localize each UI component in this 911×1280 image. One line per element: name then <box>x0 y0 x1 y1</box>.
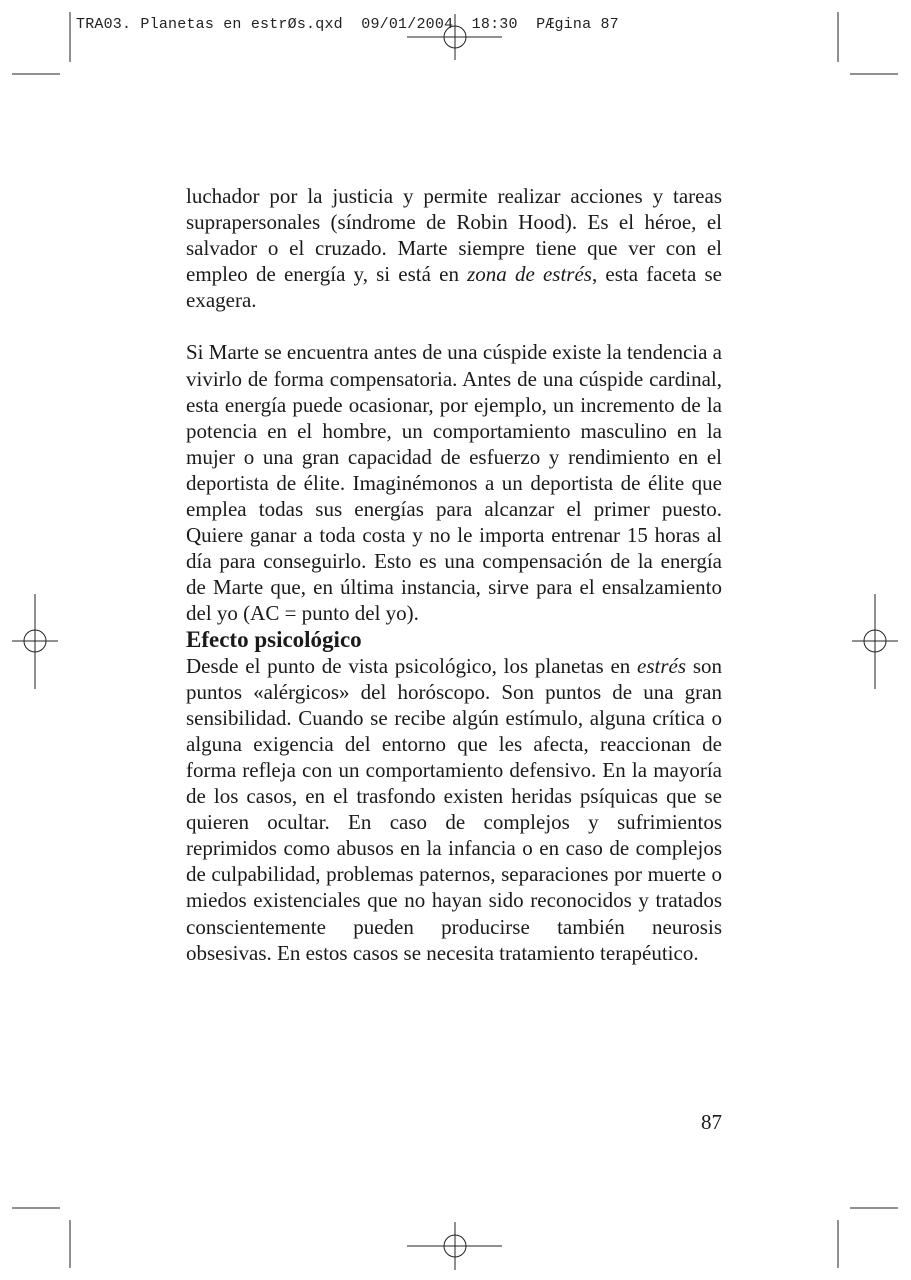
registration-mark-top <box>407 14 502 60</box>
registration-mark-right <box>852 594 898 689</box>
paragraph-1: luchador por la justicia y permite realizar acciones y tareas suprapersonales (síndrome de Robin Hood). Es el héroe, el salvador o el cruzado. Marte siempre tiene que ver con el empleo de energía y, si está en zona de estrés, esta faceta se exagera. <box>186 184 722 313</box>
emphasis-estres: estrés <box>637 653 687 678</box>
print-slug: TRA03. Planetas en estrØs.qxd 09/01/2004 18:30 PÆgina 87 <box>76 16 619 33</box>
registration-mark-left <box>12 594 58 689</box>
emphasis-zona-de-estres: zona de estrés <box>467 262 592 287</box>
body-text <box>186 183 722 966</box>
section-heading: Efecto psicológico <box>186 626 362 652</box>
registration-mark-bottom <box>407 1222 502 1270</box>
paragraph-2: Si Marte se encuentra antes de una cúspide existe la tendencia a vivirlo de forma compensatoria. Antes de una cúspide cardinal, esta energía puede ocasionar, por ejemplo, un incremento de la potencia en el hombre, un comportamiento masculino en la mujer o una gran capacidad de esfuerzo y rendimiento en el deportista de élite. Imaginémonos a un deportista de élite que emplea todas sus energías para alcanzar el primer puesto. Quiere ganar a toda costa y no le importa entrenar 15 horas al día para conseguirlo. Esto es una compensación de la energía de Marte que, en última instancia, sirve para el ensalzamiento del yo (AC = punto del yo). <box>186 340 722 626</box>
paragraph-3: Desde el punto de vista psicológico, los planetas en estrés son puntos «alérgicos» del horóscopo. Son puntos de una gran sensibilidad. Cuando se recibe algún estímulo, alguna crítica o alguna exigencia del entorno que les afecta, reaccionan de forma refleja con un comportamiento defensivo. En la mayoría de los casos, en el trasfondo existen heridas psíquicas que se quieren ocultar. En caso de complejos y sufrimientos reprimidos como abusos en la infancia o en caso de complejos de culpabilidad, problemas paternos, separaciones por muerte o miedos existenciales que no hayan sido reconocidos y tratados conscientemente pueden producirse también neurosis obsesivas. En estos casos se necesita tratamiento terapéutico. <box>186 653 722 965</box>
page-number: 87 <box>701 1110 722 1134</box>
